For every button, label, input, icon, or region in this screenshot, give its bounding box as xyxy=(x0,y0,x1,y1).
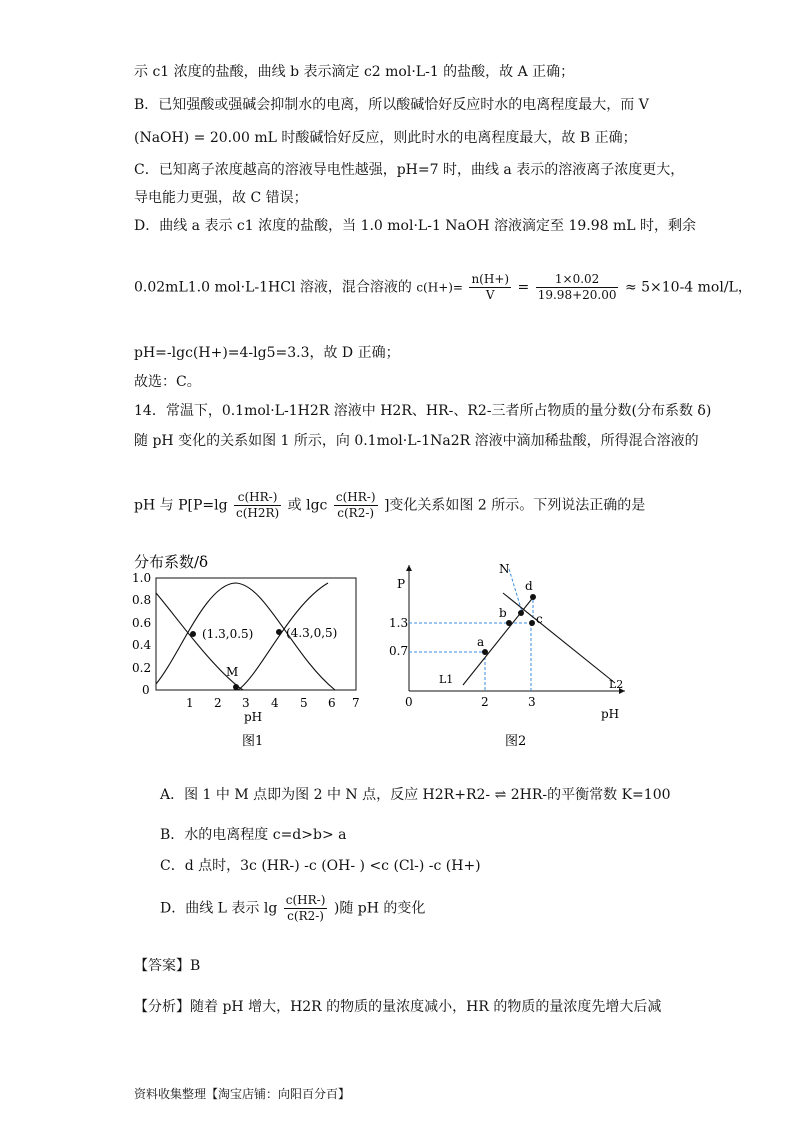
option-d-prefix: D．曲线 L 表示 lg xyxy=(160,900,278,917)
line7-prefix: 0.02mL1.0 mol·L-1HCl 溶液，混合溶液的 xyxy=(134,279,412,296)
fraction-hr-r xyxy=(334,490,378,521)
fraction-denominator: c(R2-) xyxy=(337,506,375,520)
fig1-ytick-label: 0 xyxy=(142,683,150,697)
fraction-numeric xyxy=(536,272,619,303)
text-line-9: 故选：C。 xyxy=(134,374,201,390)
option-d-suffix: )随 pH 的变化 xyxy=(333,900,426,917)
fraction-denominator: V xyxy=(485,288,495,302)
text-line-4: C．已知离子浓度越高的溶液导电性越强，pH=7 时，曲线 a 表示的溶液离子浓度更大， xyxy=(134,162,685,178)
fig1-xtick-label: 1 xyxy=(186,696,194,710)
fig1-xtick-label: 3 xyxy=(242,696,250,710)
fig2-xlabel: pH xyxy=(601,707,620,721)
text-line-5: 导电能力更强，故 C 错误； xyxy=(134,190,308,206)
fraction-numerator: 1×0.02 xyxy=(536,272,619,288)
fraction-hr-h2r xyxy=(234,490,281,521)
fraction-numerator: c(HR-) xyxy=(234,490,281,506)
fig2-point-n-intersection xyxy=(518,610,524,616)
fig1-point-m xyxy=(233,684,239,690)
fig1-ytick-label: 0.8 xyxy=(132,593,152,607)
fig1-point-4-3 xyxy=(276,629,282,635)
fig2-line-label: L2 xyxy=(609,678,624,691)
question-14-stem: 14．常温下，0.1mol·L-1H2R 溶液中 H2R、HR-、R2-三者所占物质的量分数(分布系数 δ) xyxy=(134,403,712,419)
fig1-xlabel: pH xyxy=(244,710,263,724)
text-line-2: B．已知强酸或强碱会抑制水的电离，所以酸碱恰好反应时水的电离程度最大，而 V xyxy=(134,97,649,113)
fraction-denominator: c(H2R) xyxy=(236,506,280,520)
fig2-point-label: d xyxy=(525,579,533,593)
fig2-point-c xyxy=(529,620,535,626)
page-footer: 资料收集整理【淘宝店铺：向阳百分百】 xyxy=(134,1087,351,1101)
fig1-xtick-label: 2 xyxy=(214,696,222,710)
fig2-ytick-label: 0.7 xyxy=(389,644,409,658)
fig2-caption: 图2 xyxy=(505,734,527,749)
fig1-xtick-label: 5 xyxy=(300,696,308,710)
fraction-numerator: c(HR-) xyxy=(285,893,326,907)
line7-lhs: c(H+)= xyxy=(416,280,463,295)
fraction-hr-r2 xyxy=(284,893,328,924)
fig1-ytick-label: 0.2 xyxy=(132,661,152,675)
fig1-point-1-3 xyxy=(190,631,196,637)
fig2-point-label: c xyxy=(536,612,543,626)
fig1-xtick-label: 4 xyxy=(271,696,279,710)
fraction-denominator: c(R2-) xyxy=(287,909,324,923)
fraction-n-over-v xyxy=(469,272,511,303)
fig1-ytick-label: 0.4 xyxy=(132,638,152,652)
fig2-line-l2 xyxy=(503,593,615,683)
fraction-numerator: c(HR-) xyxy=(335,490,376,504)
answer-line: 【答案】B xyxy=(134,958,201,974)
figure-1-distribution-chart xyxy=(120,545,380,760)
fig2-guide-lines xyxy=(409,569,533,691)
text-line-3: (NaOH) = 20.00 mL 时酸碱恰好反应，则此时水的电离程度最大，故 B 正确； xyxy=(134,130,637,146)
fig2-xtick-label: 2 xyxy=(481,695,489,709)
analysis-line: 【分析】随着 pH 增大，H2R 的物质的量浓度减小，HR 的物质的量浓度先增大后减 xyxy=(134,999,662,1015)
fig2-point-d xyxy=(530,594,536,600)
text-line-6: D．曲线 a 表示 c1 浓度的盐酸，当 1.0 mol·L-1 NaOH 溶液滴定至 19.98 mL 时，剩余 xyxy=(134,218,697,234)
text-line-11: 随 pH 变化的关系如图 1 所示，向 0.1mol·L-1Na2R 溶液中滴加稀盐酸，所得混合溶液的 xyxy=(134,433,699,449)
option-d xyxy=(160,893,425,924)
fig1-point-label: (4.3,0,5) xyxy=(286,626,338,640)
fig2-guide-n xyxy=(509,569,523,615)
option-b: B．水的电离程度 c=d>b> a xyxy=(160,827,347,843)
option-c: C．d 点时，3c (HR-) -c (OH- ) <c (Cl-) -c (H+) xyxy=(160,858,481,874)
equals-sign: = xyxy=(517,279,530,296)
fig1-xtick-label: 7 xyxy=(352,696,360,710)
fraction-numerator: n(H+) xyxy=(471,272,510,286)
line12-middle: 或 lgc xyxy=(287,497,328,514)
fig2-ylabel: P xyxy=(397,577,406,591)
fig2-line-label: L1 xyxy=(439,673,454,686)
fig1-point-label: (1.3,0.5) xyxy=(202,627,254,641)
fraction-denominator: 19.98+20.00 xyxy=(537,288,617,302)
text-line-7 xyxy=(134,272,752,303)
text-line-8: pH=-lgc(H+)=4-lg5=3.3，故 D 正确； xyxy=(134,345,400,361)
option-a: A．图 1 中 M 点即为图 2 中 N 点，反应 H2R+R2- ⇌ 2HR-的平衡常数 K=100 xyxy=(160,787,671,803)
fig1-yticks xyxy=(132,571,151,697)
fig2-point-label: b xyxy=(499,606,507,620)
fig2-point-a xyxy=(482,649,488,655)
fig1-xtick-label: 6 xyxy=(328,696,336,710)
line12-prefix: pH 与 P[P=lg xyxy=(134,497,228,514)
fig1-ytick-label: 0.6 xyxy=(132,616,152,630)
fig1-ylabel: 分布系数/δ xyxy=(134,553,209,571)
figure-2-p-vs-ph-chart xyxy=(385,555,635,760)
fig2-point-b xyxy=(506,620,512,626)
fig2-xtick-label: 0 xyxy=(405,695,413,709)
fig1-caption: 图1 xyxy=(242,734,264,749)
fig2-point-label: a xyxy=(477,635,485,649)
line12-suffix: ]变化关系如图 2 所示。下列说法正确的是 xyxy=(383,497,646,514)
fig1-point-label: M xyxy=(226,665,239,679)
fig2-xtick-label: 3 xyxy=(528,695,536,709)
line7-suffix: ≈ 5×10-4 mol/L， xyxy=(624,279,752,296)
fig2-line-label: N xyxy=(499,562,510,576)
fig1-xticks xyxy=(186,696,360,710)
text-line-1: 示 c1 浓度的盐酸，曲线 b 表示滴定 c2 mol·L-1 的盐酸，故 A 正确； xyxy=(134,64,575,80)
fig1-ytick-label: 1.0 xyxy=(132,571,152,585)
fig2-ytick-label: 1.3 xyxy=(389,616,409,630)
text-line-12 xyxy=(134,490,645,521)
